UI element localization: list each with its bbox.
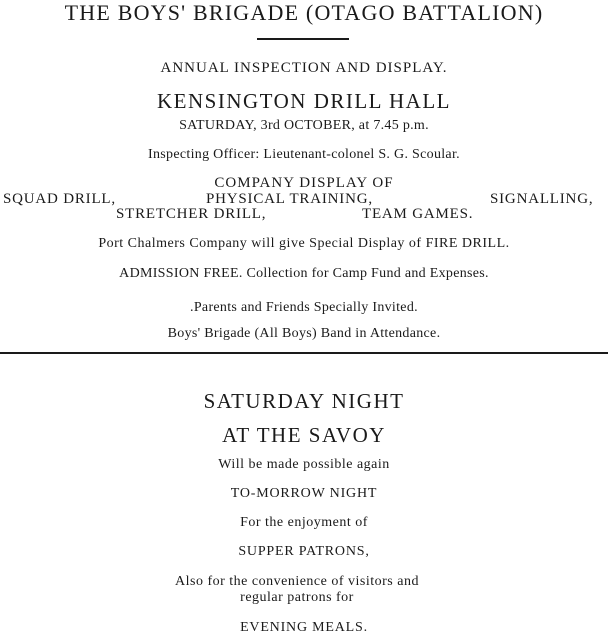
advertisement-divider (0, 352, 608, 354)
savoy-line-1: Will be made possible again (218, 457, 390, 472)
inspecting-officer: Inspecting Officer: Lieutenant-colonel S. G. Scoular. (148, 147, 460, 162)
display-item-stretcher-drill: STRETCHER DRILL, (116, 206, 267, 222)
savoy-line-7: EVENING MEALS. (240, 620, 368, 635)
display-item-physical-training: PHYSICAL TRAINING, (206, 191, 373, 207)
display-item-signalling: SIGNALLING, (490, 191, 594, 207)
display-item-squad-drill: SQUAD DRILL, (3, 191, 116, 207)
savoy-headline-1: SATURDAY NIGHT (203, 389, 405, 413)
savoy-line-4: SUPPER PATRONS, (238, 544, 370, 559)
savoy-line-3: For the enjoyment of (240, 515, 368, 530)
advertisement-title: THE BOYS' BRIGADE (OTAGO BATTALION) (64, 0, 544, 25)
event-name: ANNUAL INSPECTION AND DISPLAY. (160, 60, 448, 76)
venue-heading: KENSINGTON DRILL HALL (157, 89, 451, 113)
band-notice: Boys' Brigade (All Boys) Band in Attendance. (167, 326, 441, 341)
savoy-line-2: TO-MORROW NIGHT (230, 486, 378, 501)
special-display-notice: Port Chalmers Company will give Special Display of FIRE DRILL. (98, 236, 510, 251)
event-date-time: SATURDAY, 3rd OCTOBER, at 7.45 p.m. (179, 118, 429, 133)
display-item-team-games: TEAM GAMES. (362, 206, 474, 222)
savoy-headline-2: AT THE SAVOY (222, 423, 386, 447)
invitation-notice: .Parents and Friends Specially Invited. (190, 300, 418, 315)
admission-notice: ADMISSION FREE. Collection for Camp Fund and Expenses. (119, 266, 489, 281)
display-heading: COMPANY DISPLAY OF (214, 175, 394, 191)
savoy-line-6: regular patrons for (240, 590, 354, 605)
title-divider (257, 38, 349, 40)
savoy-line-5: Also for the convenience of visitors and (175, 574, 419, 589)
